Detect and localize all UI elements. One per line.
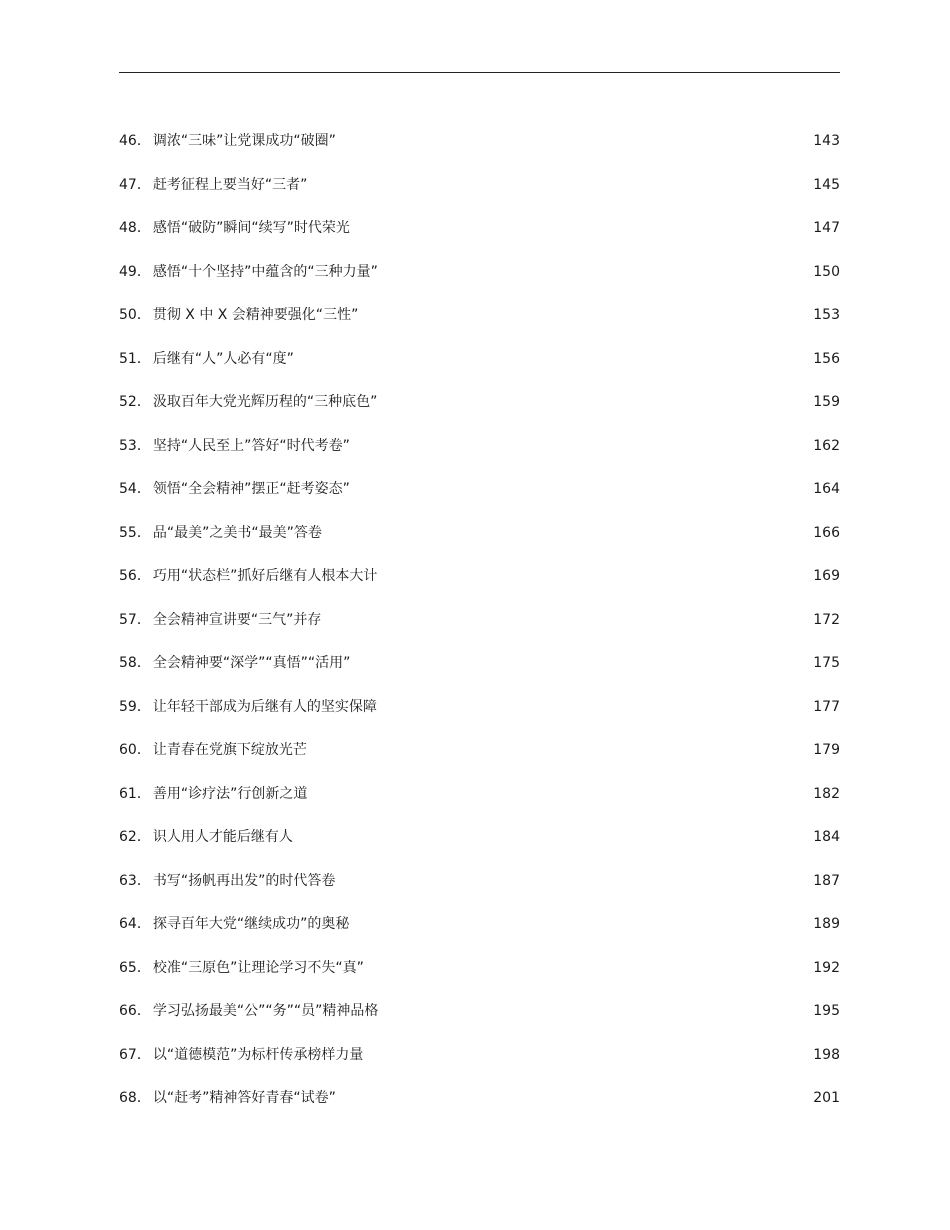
toc-entry-number: 55． xyxy=(119,524,151,541)
toc-entry-page-number: 153 xyxy=(813,307,840,323)
dot-leader xyxy=(309,175,811,189)
toc-entry-page-number: 166 xyxy=(813,524,840,541)
toc-entry-title: 全会精神宣讲要“三气”并存 xyxy=(152,611,322,628)
toc-entry-page-number: 189 xyxy=(813,916,840,932)
toc-entry[interactable] xyxy=(119,1077,840,1121)
dot-leader xyxy=(379,392,811,406)
toc-entry-number: 60． xyxy=(119,742,151,758)
toc-entry-number: 51． xyxy=(119,350,151,367)
toc-entry-title: 让年轻干部成为后继有人的坚实保障 xyxy=(152,698,377,715)
header-rule xyxy=(119,72,840,73)
toc-entry[interactable] xyxy=(119,903,840,947)
toc-entry-page-number: 169 xyxy=(813,568,840,584)
dot-leader xyxy=(360,305,811,319)
dot-leader xyxy=(351,914,811,928)
toc-entry-number: 53． xyxy=(119,437,151,454)
toc-entry-title: 以“赶考”精神答好青春“试卷” xyxy=(152,1090,336,1106)
toc-entry-number: 46． xyxy=(119,133,151,149)
toc-entry-number: 62． xyxy=(119,829,151,845)
toc-entry-title: 品“最美”之美书“最美”答卷 xyxy=(152,524,322,541)
dot-leader xyxy=(338,1088,811,1102)
toc-entry-page-number: 159 xyxy=(813,394,840,410)
toc-entry[interactable] xyxy=(119,947,840,991)
dot-leader xyxy=(296,349,811,363)
toc-entry-title: 感悟“破防”瞬间“续写”时代荣光 xyxy=(152,220,350,236)
toc-entry-number: 48． xyxy=(119,220,151,236)
toc-entry-number: 56． xyxy=(119,568,151,584)
toc-entry-title: 巧用“状态栏”抓好后继有人根本大计 xyxy=(152,568,378,584)
toc-entry[interactable] xyxy=(119,686,840,730)
toc-entry-number: 49． xyxy=(119,263,151,280)
toc-entry-page-number: 198 xyxy=(813,1046,840,1063)
toc-entry-title: 识人用人才能后继有人 xyxy=(152,829,293,845)
toc-entry-number: 57． xyxy=(119,611,151,628)
toc-entry-title: 学习弘扬最美“公”“务”“员”精神品格 xyxy=(152,1003,379,1019)
toc-entry-title: 领悟“全会精神”摆正“赶考姿态” xyxy=(152,481,350,497)
toc-entry-page-number: 162 xyxy=(813,437,840,454)
toc-entry-number: 64． xyxy=(119,916,151,932)
toc-entry-title: 贯彻 X 中 X 会精神要强化“三性” xyxy=(152,307,359,323)
toc-entry[interactable] xyxy=(119,294,840,338)
toc-entry-title: 坚持“人民至上”答好“时代考卷” xyxy=(152,437,350,454)
toc-entry-number: 54． xyxy=(119,481,151,497)
toc-entry-number: 63． xyxy=(119,872,151,889)
toc-entry[interactable] xyxy=(119,599,840,643)
toc-entry-page-number: 184 xyxy=(813,829,840,845)
toc-entry[interactable] xyxy=(119,729,840,773)
toc-entry-number: 61． xyxy=(119,785,151,802)
toc-entry-page-number: 177 xyxy=(813,698,840,715)
toc-entry-title: 书写“扬帆再出发”的时代答卷 xyxy=(152,872,336,889)
table-of-contents xyxy=(119,120,840,1121)
dot-leader xyxy=(324,523,811,537)
toc-entry-title: 全会精神要“深学”“真悟”“活用” xyxy=(152,655,351,671)
toc-entry-number: 50． xyxy=(119,307,151,323)
toc-entry-title: 后继有“人”人必有“度” xyxy=(152,350,294,367)
toc-entry-number: 68． xyxy=(119,1090,151,1106)
toc-entry-title: 校准“三原色”让理论学习不失“真” xyxy=(152,959,364,976)
toc-entry-number: 58． xyxy=(119,655,151,671)
toc-entry-page-number: 175 xyxy=(813,655,840,671)
dot-leader xyxy=(352,436,811,450)
toc-entry-page-number: 182 xyxy=(813,785,840,802)
toc-entry-number: 65． xyxy=(119,959,151,976)
toc-entry[interactable] xyxy=(119,251,840,295)
toc-entry-title: 赶考征程上要当好“三者” xyxy=(152,176,308,193)
toc-entry[interactable] xyxy=(119,642,840,686)
toc-entry-page-number: 147 xyxy=(813,220,840,236)
dot-leader xyxy=(352,479,811,493)
toc-entry-title: 汲取百年大党光辉历程的“三种底色” xyxy=(152,394,378,410)
toc-entry-page-number: 195 xyxy=(813,1003,840,1019)
toc-entry-title: 让青春在党旗下绽放光芒 xyxy=(152,742,307,758)
toc-entry[interactable] xyxy=(119,990,840,1034)
toc-entry-page-number: 192 xyxy=(813,959,840,976)
dot-leader xyxy=(379,697,811,711)
dot-leader xyxy=(379,566,811,580)
toc-entry-page-number: 156 xyxy=(813,350,840,367)
toc-entry[interactable] xyxy=(119,773,840,817)
toc-entry-number: 59． xyxy=(119,698,151,715)
dot-leader xyxy=(309,784,811,798)
toc-entry[interactable] xyxy=(119,381,840,425)
toc-entry-page-number: 179 xyxy=(813,742,840,758)
toc-entry[interactable] xyxy=(119,468,840,512)
dot-leader xyxy=(338,131,811,145)
toc-entry-page-number: 143 xyxy=(813,133,840,149)
toc-entry-page-number: 164 xyxy=(813,481,840,497)
toc-entry-number: 66． xyxy=(119,1003,151,1019)
toc-entry[interactable] xyxy=(119,555,840,599)
toc-entry-page-number: 201 xyxy=(813,1090,840,1106)
toc-entry-title: 以“道德模范”为标杆传承榜样力量 xyxy=(152,1046,364,1063)
dot-leader xyxy=(365,1045,811,1059)
toc-entry[interactable] xyxy=(119,1034,840,1078)
toc-entry[interactable] xyxy=(119,164,840,208)
dot-leader xyxy=(309,740,811,754)
toc-entry[interactable] xyxy=(119,816,840,860)
toc-entry-number: 52． xyxy=(119,394,151,410)
dot-leader xyxy=(295,827,811,841)
toc-entry[interactable] xyxy=(119,338,840,382)
toc-entry[interactable] xyxy=(119,860,840,904)
dot-leader xyxy=(366,958,811,972)
toc-entry-page-number: 150 xyxy=(813,263,840,280)
toc-entry-title: 感悟“十个坚持”中蕴含的“三种力量” xyxy=(152,263,378,280)
toc-entry-title: 调浓“三味”让党课成功“破圈” xyxy=(152,133,336,149)
toc-entry-number: 47． xyxy=(119,176,151,193)
dot-leader xyxy=(352,218,811,232)
toc-entry-title: 探寻百年大党“继续成功”的奥秘 xyxy=(152,916,350,932)
dot-leader xyxy=(380,1001,811,1015)
toc-entry-page-number: 187 xyxy=(813,872,840,889)
dot-leader xyxy=(352,653,811,667)
toc-entry-number: 67． xyxy=(119,1046,151,1063)
toc-entry[interactable] xyxy=(119,120,840,164)
dot-leader xyxy=(323,610,811,624)
toc-entry-title: 善用“诊疗法”行创新之道 xyxy=(152,785,308,802)
dot-leader xyxy=(380,262,811,276)
dot-leader xyxy=(337,871,811,885)
toc-entry-page-number: 145 xyxy=(813,176,840,193)
toc-entry[interactable] xyxy=(119,207,840,251)
toc-entry[interactable] xyxy=(119,512,840,556)
toc-entry-page-number: 172 xyxy=(813,611,840,628)
toc-entry[interactable] xyxy=(119,425,840,469)
